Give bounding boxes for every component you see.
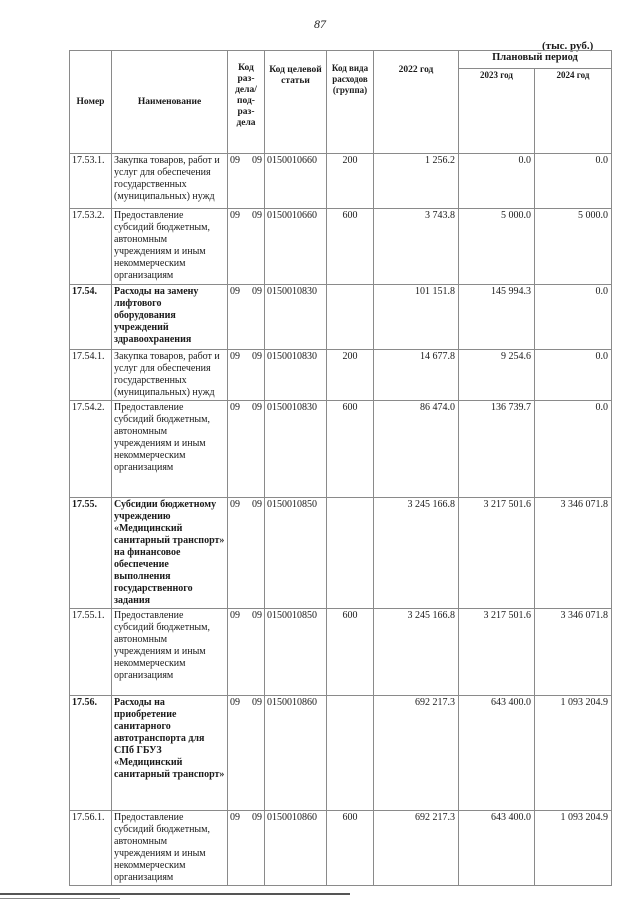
row-value-2023: 643 400.0: [459, 811, 535, 886]
row-value-2022: 692 217.3: [374, 696, 459, 811]
row-target-code: 0150010660: [265, 209, 327, 285]
row-target-code: 0150010830: [265, 285, 327, 350]
section-code: 09: [230, 697, 240, 708]
row-value-2024: 0.0: [535, 350, 612, 401]
row-section-code: [228, 811, 265, 886]
row-number: 17.54.: [70, 285, 112, 350]
row-name: Расходы на приобретение санитарного автотранспорта для СПб ГБУЗ «Медицинский санитарный транспорт»: [112, 696, 228, 811]
table-row: [70, 811, 612, 886]
row-number: 17.56.: [70, 696, 112, 811]
units-label: (тыс. руб.): [542, 40, 594, 52]
row-number: 17.55.: [70, 498, 112, 609]
subsection-code: 09: [252, 812, 262, 823]
row-value-2022: 3 743.8: [374, 209, 459, 285]
page-number: 87: [314, 17, 326, 31]
row-value-2022: 101 151.8: [374, 285, 459, 350]
row-value-2023: 9 254.6: [459, 350, 535, 401]
row-number: 17.55.1.: [70, 609, 112, 696]
table-row: [70, 209, 612, 285]
header-number: Номер: [70, 51, 112, 154]
row-value-2024: 0.0: [535, 401, 612, 498]
row-target-code: 0150010830: [265, 350, 327, 401]
section-code: 09: [230, 155, 240, 166]
row-section-code: [228, 609, 265, 696]
subsection-code: 09: [252, 155, 262, 166]
subsection-code: 09: [252, 351, 262, 362]
subsection-code: 09: [252, 610, 262, 621]
row-expense-code: [327, 498, 374, 609]
budget-table: [69, 50, 612, 886]
row-value-2024: 1 093 204.9: [535, 696, 612, 811]
row-target-code: 0150010860: [265, 696, 327, 811]
subsection-code: 09: [252, 210, 262, 221]
row-value-2022: 1 256.2: [374, 154, 459, 209]
row-name: Субсидии бюджетному учреждению «Медицинский санитарный транспорт» на финансовое обеспечение выполнения государственного задания: [112, 498, 228, 609]
row-expense-code: 200: [327, 350, 374, 401]
row-section-code: [228, 285, 265, 350]
header-2024: 2024 год: [535, 68, 612, 154]
row-value-2023: 145 994.3: [459, 285, 535, 350]
row-number: 17.56.1.: [70, 811, 112, 886]
row-value-2024: 0.0: [535, 154, 612, 209]
row-expense-code: [327, 285, 374, 350]
row-target-code: 0150010830: [265, 401, 327, 498]
row-target-code: 0150010850: [265, 609, 327, 696]
header-row: [70, 51, 612, 69]
row-expense-code: 600: [327, 209, 374, 285]
row-section-code: [228, 696, 265, 811]
row-name: Предоставление субсидий бюджетным, автономным учреждениям и иным некоммерческим организациям: [112, 401, 228, 498]
section-code: 09: [230, 402, 240, 413]
section-code: 09: [230, 610, 240, 621]
table-row: [70, 154, 612, 209]
header-expense: Код вида расходов (группа): [327, 51, 374, 154]
section-code: 09: [230, 812, 240, 823]
subsection-code: 09: [252, 697, 262, 708]
table-row: [70, 609, 612, 696]
subsection-code: 09: [252, 499, 262, 510]
header-planned-period: Плановый период: [459, 51, 612, 69]
row-number: 17.54.1.: [70, 350, 112, 401]
row-name: Предоставление субсидий бюджетным, автономным учреждениям и иным некоммерческим организациям: [112, 209, 228, 285]
row-number: 17.53.1.: [70, 154, 112, 209]
table-row: [70, 350, 612, 401]
row-value-2024: 0.0: [535, 285, 612, 350]
row-value-2022: 3 245 166.8: [374, 609, 459, 696]
table-row: [70, 498, 612, 609]
header-target: Код целевой статьи: [265, 51, 327, 154]
row-value-2024: 3 346 071.8: [535, 498, 612, 609]
row-value-2024: 3 346 071.8: [535, 609, 612, 696]
table-row: [70, 696, 612, 811]
header-section: Код раз-дела/ под-раз-дела: [228, 51, 265, 154]
row-value-2022: 3 245 166.8: [374, 498, 459, 609]
section-code: 09: [230, 286, 240, 297]
row-value-2022: 692 217.3: [374, 811, 459, 886]
row-target-code: 0150010850: [265, 498, 327, 609]
row-name: Закупка товаров, работ и услуг для обеспечения государственных (муниципальных) нужд: [112, 350, 228, 401]
subsection-code: 09: [252, 286, 262, 297]
section-code: 09: [230, 351, 240, 362]
header-2022: 2022 год: [374, 51, 459, 154]
row-value-2023: 643 400.0: [459, 696, 535, 811]
subsection-code: 09: [252, 402, 262, 413]
row-value-2023: 136 739.7: [459, 401, 535, 498]
row-value-2023: 0.0: [459, 154, 535, 209]
row-number: 17.54.2.: [70, 401, 112, 498]
section-code: 09: [230, 499, 240, 510]
row-section-code: [228, 350, 265, 401]
row-value-2023: 3 217 501.6: [459, 498, 535, 609]
header-2023: 2023 год: [459, 68, 535, 154]
row-expense-code: 600: [327, 401, 374, 498]
row-value-2024: 1 093 204.9: [535, 811, 612, 886]
row-section-code: [228, 401, 265, 498]
row-section-code: [228, 209, 265, 285]
row-value-2024: 5 000.0: [535, 209, 612, 285]
table-row: [70, 285, 612, 350]
table-row: [70, 401, 612, 498]
row-expense-code: 600: [327, 609, 374, 696]
section-code: 09: [230, 210, 240, 221]
row-section-code: [228, 498, 265, 609]
header-name: Наименование: [112, 51, 228, 154]
row-name: Расходы на замену лифтового оборудования учреждений здравоохранения: [112, 285, 228, 350]
row-section-code: [228, 154, 265, 209]
row-number: 17.53.2.: [70, 209, 112, 285]
row-name: Предоставление субсидий бюджетным, автономным учреждениям и иным некоммерческим организациям: [112, 811, 228, 886]
row-name: Предоставление субсидий бюджетным, автономным учреждениям и иным некоммерческим организациям: [112, 609, 228, 696]
row-name: Закупка товаров, работ и услуг для обеспечения государственных (муниципальных) нужд: [112, 154, 228, 209]
row-expense-code: 600: [327, 811, 374, 886]
row-target-code: 0150010860: [265, 811, 327, 886]
row-value-2022: 86 474.0: [374, 401, 459, 498]
row-value-2023: 3 217 501.6: [459, 609, 535, 696]
row-value-2022: 14 677.8: [374, 350, 459, 401]
row-target-code: 0150010660: [265, 154, 327, 209]
footer-rule-short: [0, 898, 120, 899]
table-body: [70, 154, 612, 886]
footer-rule: [0, 893, 350, 895]
row-value-2023: 5 000.0: [459, 209, 535, 285]
row-expense-code: [327, 696, 374, 811]
row-expense-code: 200: [327, 154, 374, 209]
